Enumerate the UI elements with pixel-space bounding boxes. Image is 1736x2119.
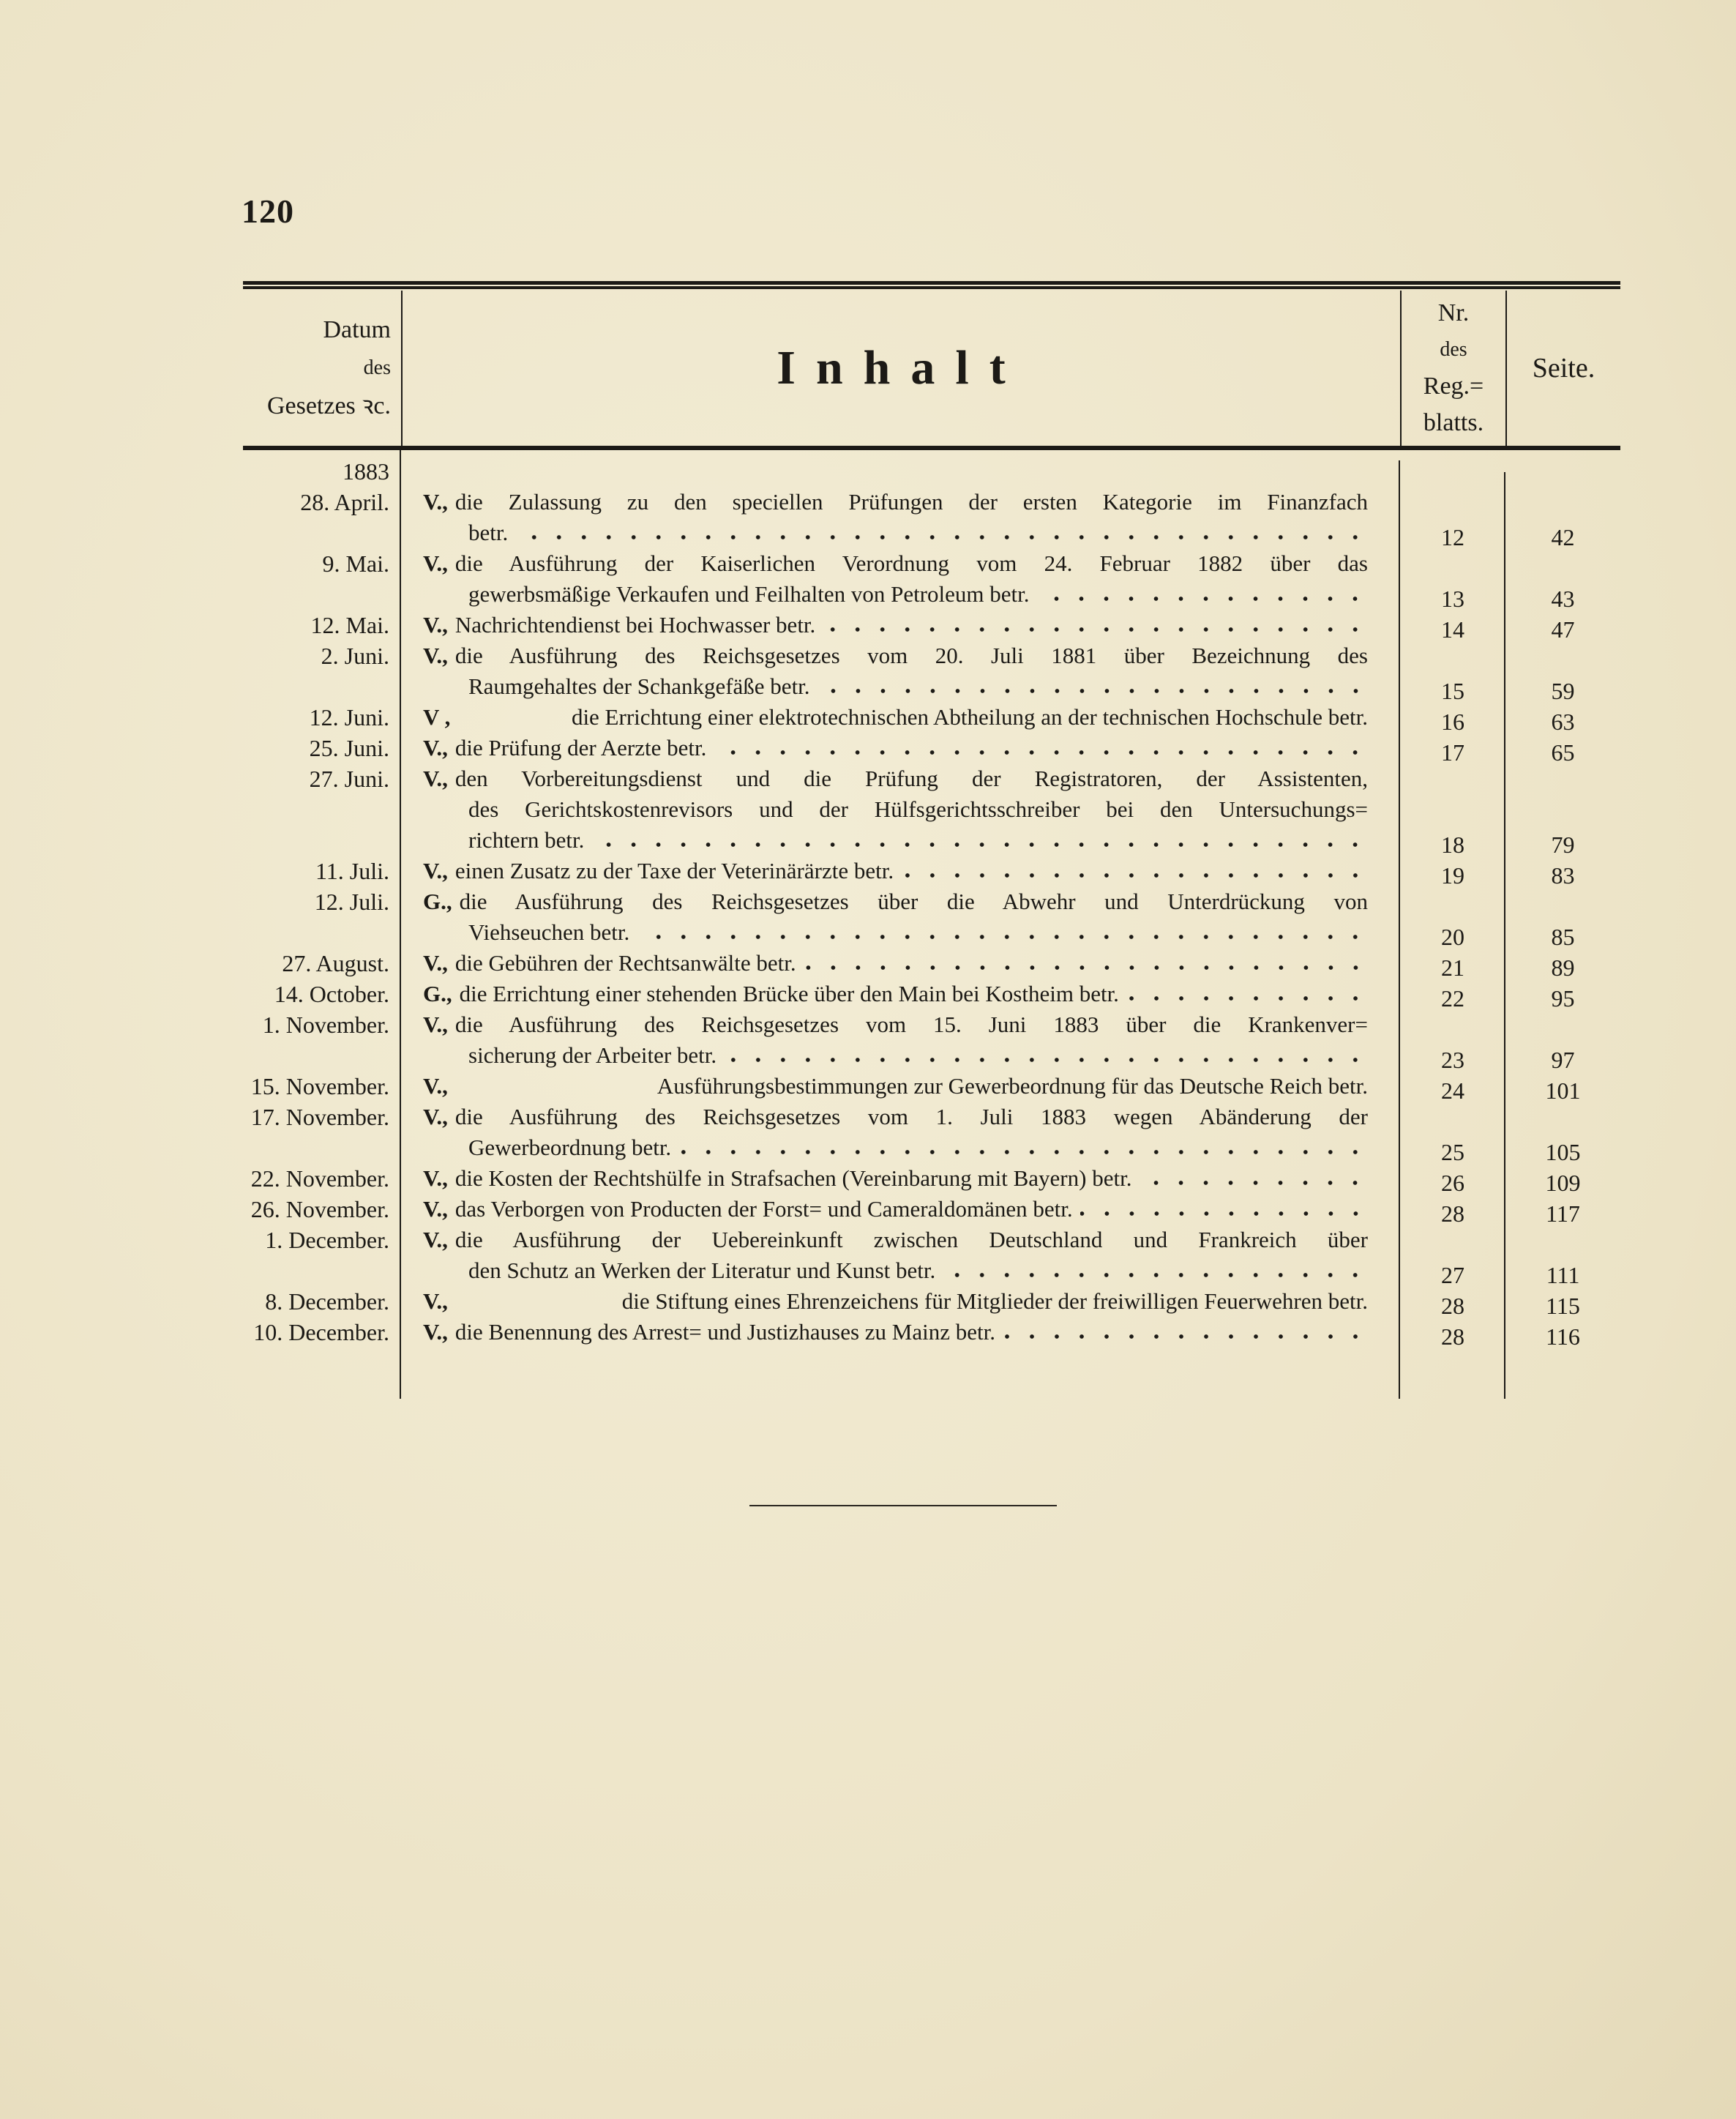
entry-text: Ausführungsbestimmungen zur Gewerbeordnung für das Deutsche Reich betr. bbox=[656, 1073, 1368, 1099]
entry-line bbox=[423, 1194, 1368, 1225]
entry-type-prefix: V., bbox=[423, 1165, 448, 1191]
entry-content bbox=[401, 487, 1400, 548]
dot-leader bbox=[591, 840, 1368, 850]
entry-date: 25. Juni. bbox=[309, 735, 389, 761]
entry-line bbox=[423, 610, 1368, 640]
entry-reg-number: 22 bbox=[1441, 985, 1464, 1012]
entry-type-prefix: V., bbox=[423, 1104, 448, 1129]
entry-date: 12. Juli. bbox=[314, 889, 389, 915]
table-row bbox=[243, 1071, 1620, 1102]
entry-line bbox=[423, 579, 1368, 610]
table-row bbox=[243, 763, 1620, 856]
entry-page-number: 111 bbox=[1546, 1262, 1580, 1288]
entry-date: 9. Mai. bbox=[322, 550, 389, 577]
entry-line bbox=[423, 640, 1368, 671]
entry-type-prefix: V., bbox=[423, 858, 448, 883]
entry-reg-number: 13 bbox=[1441, 586, 1464, 612]
entry-page-number: 47 bbox=[1551, 616, 1575, 643]
entry-type-prefix: G., bbox=[423, 981, 452, 1006]
entry-line bbox=[423, 1225, 1368, 1255]
header-seite bbox=[1505, 291, 1620, 446]
entry-reg-number: 16 bbox=[1441, 709, 1464, 735]
entry-text: die Ausführung des Reichsgesetzes vom 20. Juli 1881 über Bezeichnung des bbox=[454, 643, 1368, 668]
closing-separator bbox=[749, 1505, 1057, 1506]
entry-reg-number: 21 bbox=[1441, 954, 1464, 981]
entry-content bbox=[401, 979, 1400, 1009]
table-row bbox=[243, 640, 1620, 702]
entry-date: 2. Juni. bbox=[321, 643, 389, 669]
table-row bbox=[243, 1009, 1620, 1071]
entry-reg-number: 25 bbox=[1441, 1139, 1464, 1165]
entry-page-number: 65 bbox=[1551, 739, 1575, 766]
entry-type-prefix: V., bbox=[423, 550, 448, 576]
entry-text: Nachrichtendienst bei Hochwasser betr. bbox=[454, 612, 816, 638]
table-row bbox=[243, 886, 1620, 948]
entry-content bbox=[401, 1102, 1400, 1163]
entry-content bbox=[401, 1317, 1400, 1348]
table-row bbox=[243, 1317, 1620, 1348]
entry-line bbox=[423, 671, 1368, 702]
header-nr-line: des bbox=[1440, 338, 1467, 361]
table-row bbox=[243, 733, 1620, 766]
entry-page-number: 101 bbox=[1545, 1077, 1581, 1104]
dot-leader bbox=[943, 1270, 1368, 1280]
entry-page-number: 109 bbox=[1545, 1170, 1581, 1196]
entry-date: 27. Juni. bbox=[309, 766, 389, 792]
table-row bbox=[243, 979, 1620, 1012]
entry-content bbox=[401, 856, 1400, 886]
entry-type-prefix: V., bbox=[423, 1012, 448, 1037]
entry-page-number: 105 bbox=[1545, 1139, 1581, 1165]
entry-type-prefix: V., bbox=[423, 950, 448, 976]
entry-reg-number: 15 bbox=[1441, 678, 1464, 704]
header-nr-line: blatts. bbox=[1423, 409, 1484, 436]
dot-leader bbox=[1080, 1208, 1368, 1219]
entry-text: richtern betr. bbox=[468, 827, 585, 853]
entry-type-prefix: V , bbox=[423, 704, 451, 730]
entry-text: die Errichtung einer stehenden Brücke über den Main bei Kostheim betr. bbox=[459, 981, 1119, 1006]
table-body bbox=[243, 450, 1620, 1399]
entry-type-prefix: V., bbox=[423, 1319, 448, 1345]
entry-text: die Ausführung der Uebereinkunft zwischen Deutschland und Frankreich über bbox=[454, 1227, 1368, 1252]
entry-text: die Errichtung einer elektrotechnischen Abtheilung an der technischen Hochschule betr. bbox=[571, 704, 1368, 730]
dot-leader bbox=[714, 747, 1368, 758]
dot-leader bbox=[637, 932, 1368, 942]
header-date bbox=[243, 291, 401, 446]
page-number: 120 bbox=[242, 193, 294, 230]
dot-leader bbox=[823, 624, 1368, 635]
entry-text: betr. bbox=[468, 520, 509, 545]
entry-list bbox=[243, 450, 1620, 1399]
entry-page-number: 79 bbox=[1551, 831, 1575, 858]
entry-content bbox=[401, 548, 1400, 610]
entry-text: gewerbsmäßige Verkaufen und Feilhalten von Petroleum betr. bbox=[468, 581, 1030, 607]
entry-line bbox=[423, 517, 1368, 548]
entry-reg-number: 12 bbox=[1441, 524, 1464, 550]
entry-date: 12. Juni. bbox=[309, 704, 389, 730]
entry-date: 14. October. bbox=[274, 981, 389, 1007]
entry-text: die Ausführung des Reichsgesetzes vom 1. Juli 1883 wegen Abänderung der bbox=[454, 1104, 1368, 1129]
entry-date: 1. December. bbox=[265, 1227, 389, 1253]
entry-text: die Stiftung eines Ehrenzeichens für Mitglieder der freiwilligen Feuerwehren betr. bbox=[621, 1288, 1368, 1314]
entry-type-prefix: G., bbox=[423, 889, 452, 914]
entry-text: die Ausführung des Reichsgesetzes über die Abwehr und Unterdrückung von bbox=[459, 889, 1368, 914]
entry-text: den Schutz an Werken der Literatur und Kunst betr. bbox=[468, 1257, 936, 1283]
entry-date: 11. Juli. bbox=[315, 858, 389, 884]
entry-line bbox=[423, 548, 1368, 579]
entry-text: die Gebühren der Rechtsanwälte betr. bbox=[454, 950, 796, 976]
entry-type-prefix: V., bbox=[423, 1288, 448, 1314]
entry-line bbox=[423, 1071, 1368, 1102]
entry-page-number: 116 bbox=[1546, 1323, 1580, 1350]
dot-leader bbox=[1003, 1331, 1368, 1342]
entry-text: die Zulassung zu den speciellen Prüfungen der ersten Kategorie im Finanzfach bbox=[454, 489, 1368, 515]
entry-line bbox=[423, 1286, 1368, 1317]
entry-page-number: 59 bbox=[1551, 678, 1575, 704]
entry-reg-number: 27 bbox=[1441, 1262, 1464, 1288]
table-row bbox=[243, 1102, 1620, 1163]
entry-type-prefix: V., bbox=[423, 766, 448, 791]
entry-type-prefix: V., bbox=[423, 1073, 448, 1099]
table-row bbox=[243, 1194, 1620, 1225]
entry-date: 26. November. bbox=[250, 1196, 389, 1222]
entry-reg-number: 28 bbox=[1441, 1293, 1464, 1319]
entry-content bbox=[401, 640, 1400, 702]
entry-type-prefix: V., bbox=[423, 643, 448, 668]
entry-line bbox=[423, 1009, 1368, 1040]
entry-line bbox=[423, 702, 1368, 733]
entry-date: 1. November. bbox=[262, 1012, 389, 1038]
entry-line bbox=[423, 1255, 1368, 1286]
entry-content bbox=[401, 763, 1400, 856]
entry-page-number: 89 bbox=[1551, 954, 1575, 981]
top-rule bbox=[243, 281, 1620, 286]
table-row bbox=[243, 1225, 1620, 1286]
entry-page-number: 43 bbox=[1551, 586, 1575, 612]
entry-page-number: 95 bbox=[1551, 985, 1575, 1012]
entry-reg-number: 26 bbox=[1441, 1170, 1464, 1196]
entry-content bbox=[401, 702, 1400, 733]
entry-line bbox=[423, 979, 1368, 1009]
entry-text: die Benennung des Arrest= und Justizhauses zu Mainz betr. bbox=[454, 1319, 995, 1345]
entry-text: des Gerichtskostenrevisors und der Hülfsgerichtsschreiber bei den Untersuchungs= bbox=[468, 796, 1368, 822]
entry-page-number: 83 bbox=[1551, 862, 1575, 889]
entry-line bbox=[423, 1317, 1368, 1348]
entry-text: das Verborgen von Producten der Forst= und Cameraldomänen betr. bbox=[454, 1196, 1073, 1222]
dot-leader bbox=[678, 1147, 1368, 1157]
entry-content bbox=[401, 610, 1400, 640]
entry-line bbox=[423, 487, 1368, 517]
dot-leader bbox=[1036, 594, 1368, 604]
entry-text: den Vorbereitungsdienst und die Prüfung der Registratoren, der Assistenten, bbox=[454, 766, 1368, 791]
dot-leader bbox=[724, 1055, 1368, 1065]
entry-line bbox=[423, 1040, 1368, 1071]
entry-reg-number: 14 bbox=[1441, 616, 1464, 643]
entry-content bbox=[401, 886, 1400, 948]
entry-text: Gewerbeordnung betr. bbox=[468, 1135, 672, 1160]
entry-date: 12. Mai. bbox=[310, 612, 389, 638]
entry-page-number: 115 bbox=[1546, 1293, 1580, 1319]
entry-page-number: 42 bbox=[1551, 524, 1575, 550]
header-inhalt: Inhalt bbox=[777, 341, 1026, 395]
entry-text: die Ausführung des Reichsgesetzes vom 15. Juni 1883 über die Krankenver= bbox=[454, 1012, 1368, 1037]
year-label: 1883 bbox=[343, 458, 389, 485]
dot-leader bbox=[804, 963, 1368, 973]
entry-reg-number: 20 bbox=[1441, 924, 1464, 950]
entry-type-prefix: V., bbox=[423, 612, 448, 638]
entry-line bbox=[423, 856, 1368, 886]
entry-line bbox=[423, 1132, 1368, 1163]
entry-line bbox=[423, 763, 1368, 794]
entry-content bbox=[401, 733, 1400, 763]
entry-reg-number: 23 bbox=[1441, 1047, 1464, 1073]
dot-leader bbox=[1139, 1178, 1368, 1188]
entry-date: 17. November. bbox=[250, 1104, 389, 1130]
entry-page-number: 63 bbox=[1551, 709, 1575, 735]
entry-type-prefix: V., bbox=[423, 1227, 448, 1252]
header-nr-line: Reg.= bbox=[1423, 373, 1484, 400]
entry-text: Raumgehaltes der Schankgefäße betr. bbox=[468, 673, 810, 699]
entry-reg-number: 28 bbox=[1441, 1200, 1464, 1227]
entry-content bbox=[401, 1071, 1400, 1102]
entry-content bbox=[401, 1163, 1400, 1194]
entry-date: 28. April. bbox=[300, 489, 389, 515]
entry-page-number: 97 bbox=[1551, 1047, 1575, 1073]
entry-text: sicherung der Arbeiter betr. bbox=[468, 1042, 717, 1068]
entry-reg-number: 24 bbox=[1441, 1077, 1464, 1104]
entry-line bbox=[423, 1163, 1368, 1194]
entry-line bbox=[423, 794, 1368, 825]
entry-content bbox=[401, 1225, 1400, 1286]
entry-date: 27. August. bbox=[282, 950, 389, 976]
entry-content bbox=[401, 1194, 1400, 1225]
table-row bbox=[243, 1163, 1620, 1194]
entry-date: 8. December. bbox=[265, 1288, 389, 1315]
table-row bbox=[243, 548, 1620, 610]
contents-table bbox=[243, 281, 1620, 1399]
dot-leader bbox=[818, 686, 1368, 696]
entry-content bbox=[401, 1009, 1400, 1071]
dot-leader bbox=[901, 870, 1368, 881]
entry-date: 10. December. bbox=[253, 1319, 389, 1345]
table-row bbox=[243, 1286, 1620, 1317]
table-row bbox=[243, 610, 1620, 643]
entry-type-prefix: V., bbox=[423, 489, 448, 515]
header-date-line: Gesetzes ꝛc. bbox=[266, 392, 391, 419]
entry-page-number: 85 bbox=[1551, 924, 1575, 950]
year-row bbox=[243, 456, 1620, 487]
entry-line bbox=[423, 886, 1368, 917]
entry-line bbox=[423, 825, 1368, 856]
entry-text: die Kosten der Rechtshülfe in Strafsachen (Vereinbarung mit Bayern) betr. bbox=[454, 1165, 1132, 1191]
entry-text: die Ausführung der Kaiserlichen Verordnung vom 24. Februar 1882 über das bbox=[454, 550, 1368, 576]
entry-reg-number: 28 bbox=[1441, 1323, 1464, 1350]
entry-reg-number: 19 bbox=[1441, 862, 1464, 889]
entry-date: 22. November. bbox=[250, 1165, 389, 1192]
header-date-line: Datum bbox=[323, 316, 391, 343]
entry-content bbox=[401, 1286, 1400, 1317]
table-row bbox=[243, 702, 1620, 733]
entry-type-prefix: V., bbox=[423, 735, 448, 760]
header-nr bbox=[1400, 291, 1505, 446]
entry-reg-number: 17 bbox=[1441, 739, 1464, 766]
entry-line bbox=[423, 1102, 1368, 1132]
entry-text: einen Zusatz zu der Taxe der Veterinärärzte betr. bbox=[454, 858, 894, 883]
entry-line bbox=[423, 948, 1368, 979]
entry-text: die Prüfung der Aerzte betr. bbox=[454, 735, 707, 760]
table-row bbox=[243, 948, 1620, 979]
entry-page-number: 117 bbox=[1546, 1200, 1580, 1227]
entry-date: 15. November. bbox=[250, 1073, 389, 1099]
dot-leader bbox=[1126, 993, 1368, 1004]
entry-text: Viehseuchen betr. bbox=[468, 919, 630, 945]
table-row bbox=[243, 856, 1620, 889]
header-content bbox=[401, 291, 1400, 446]
entry-type-prefix: V., bbox=[423, 1196, 448, 1222]
entry-line bbox=[423, 917, 1368, 948]
table-header bbox=[243, 291, 1620, 446]
table-row bbox=[243, 487, 1620, 548]
entry-line bbox=[423, 733, 1368, 763]
entry-reg-number: 18 bbox=[1441, 831, 1464, 858]
header-date-line: des bbox=[363, 356, 391, 379]
header-seite-label: Seite. bbox=[1532, 353, 1595, 384]
header-nr-line: Nr. bbox=[1437, 299, 1470, 326]
entry-content bbox=[401, 948, 1400, 979]
dot-leader bbox=[515, 532, 1368, 542]
